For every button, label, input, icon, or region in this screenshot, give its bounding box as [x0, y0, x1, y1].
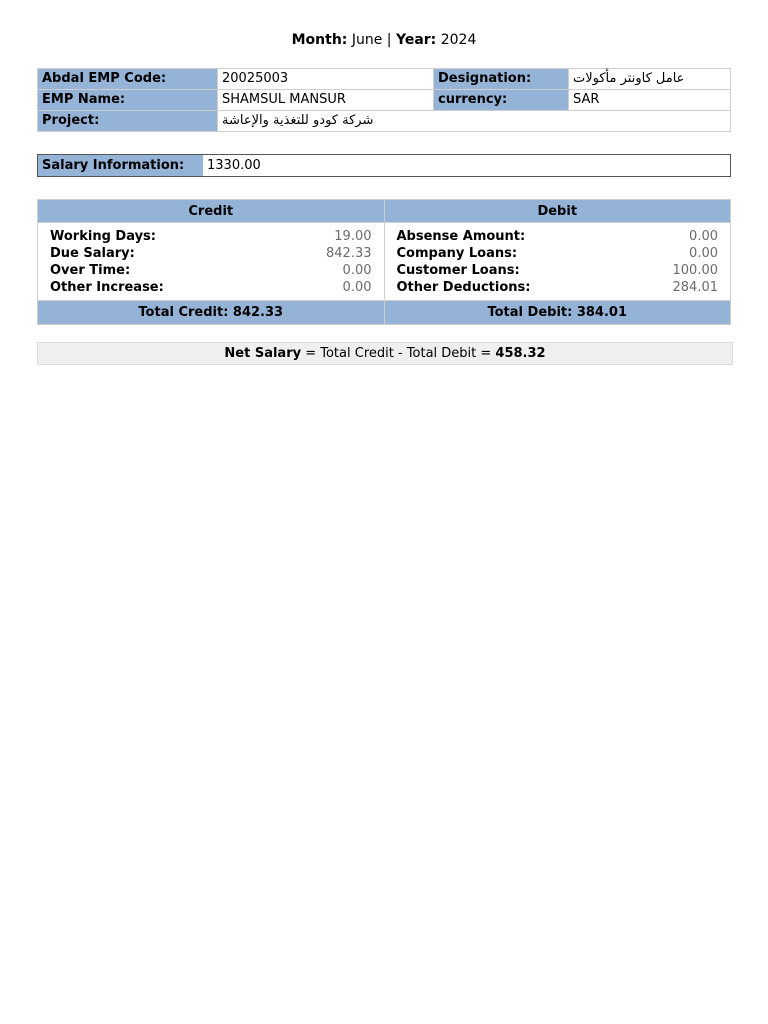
debit-item: [397, 245, 719, 262]
credit-item: [50, 279, 372, 296]
total-debit-label: Total Debit:: [487, 305, 573, 320]
credit-item-label: Due Salary:: [50, 246, 135, 261]
employee-row-name: [38, 90, 731, 111]
total-credit-value: 842.33: [232, 305, 284, 320]
total-debit-value: 384.01: [576, 305, 628, 320]
debit-item-value: 100.00: [672, 263, 718, 278]
debit-item-label: Other Deductions:: [396, 280, 531, 295]
month-label: Month:: [291, 32, 348, 48]
month-value: June: [351, 32, 383, 48]
debit-item-label: Company Loans:: [396, 246, 518, 261]
debit-item: [397, 228, 719, 245]
currency-value: SAR: [569, 90, 731, 111]
net-salary-formula: = Total Credit - Total Debit =: [305, 346, 492, 361]
emp-code-value: 20025003: [218, 69, 434, 90]
employee-info-table: [37, 68, 731, 132]
credit-item: [50, 245, 372, 262]
debit-item-value: 0.00: [689, 246, 718, 261]
credit-header: Credit: [38, 200, 385, 223]
project-label: Project:: [38, 111, 218, 132]
project-value: شركة كودو للتغذية والإعاشة: [218, 111, 731, 132]
emp-name-label: EMP Name:: [38, 90, 218, 111]
salary-information-label: Salary Information:: [38, 155, 204, 177]
period-separator: |: [386, 32, 392, 48]
year-label: Year:: [395, 32, 437, 48]
net-salary-label: Net Salary: [224, 346, 302, 361]
designation-label: Designation:: [434, 69, 569, 90]
credit-item-value: 0.00: [342, 263, 372, 278]
net-salary-bar: [37, 342, 733, 365]
salary-information-value: 1330.00: [207, 158, 261, 173]
credit-item-value: 19.00: [334, 229, 372, 244]
debit-header: Debit: [384, 200, 731, 223]
credit-item-value: 842.33: [326, 246, 372, 261]
pay-period: [0, 32, 768, 48]
debit-item-value: 0.00: [689, 229, 718, 244]
credit-item-label: Over Time:: [50, 263, 131, 278]
credit-item-label: Working Days:: [50, 229, 156, 244]
designation-value: عامل كاونتر مأكولات: [569, 69, 731, 90]
total-debit: [384, 301, 731, 325]
credit-items: [38, 223, 385, 301]
debit-item-value: 284.01: [672, 280, 718, 295]
employee-row-project: [38, 111, 731, 132]
credit-debit-table: [37, 199, 731, 325]
currency-label: currency:: [434, 90, 569, 111]
debit-item: [397, 262, 719, 279]
net-salary-value: 458.32: [495, 346, 546, 361]
emp-code-label: Abdal EMP Code:: [38, 69, 218, 90]
credit-item-label: Other Increase:: [50, 280, 164, 295]
credit-item: [50, 262, 372, 279]
debit-item: [397, 279, 719, 296]
total-credit: [38, 301, 385, 325]
credit-item: [50, 228, 372, 245]
emp-name-value: SHAMSUL MANSUR: [218, 90, 434, 111]
year-value: 2024: [440, 32, 477, 48]
employee-row-code: [38, 69, 731, 90]
debit-items: [384, 223, 731, 301]
debit-item-label: Absense Amount:: [396, 229, 526, 244]
credit-item-value: 0.00: [342, 280, 372, 295]
salary-information-table: [37, 154, 731, 177]
debit-item-label: Customer Loans:: [396, 263, 520, 278]
total-credit-label: Total Credit:: [138, 305, 229, 320]
